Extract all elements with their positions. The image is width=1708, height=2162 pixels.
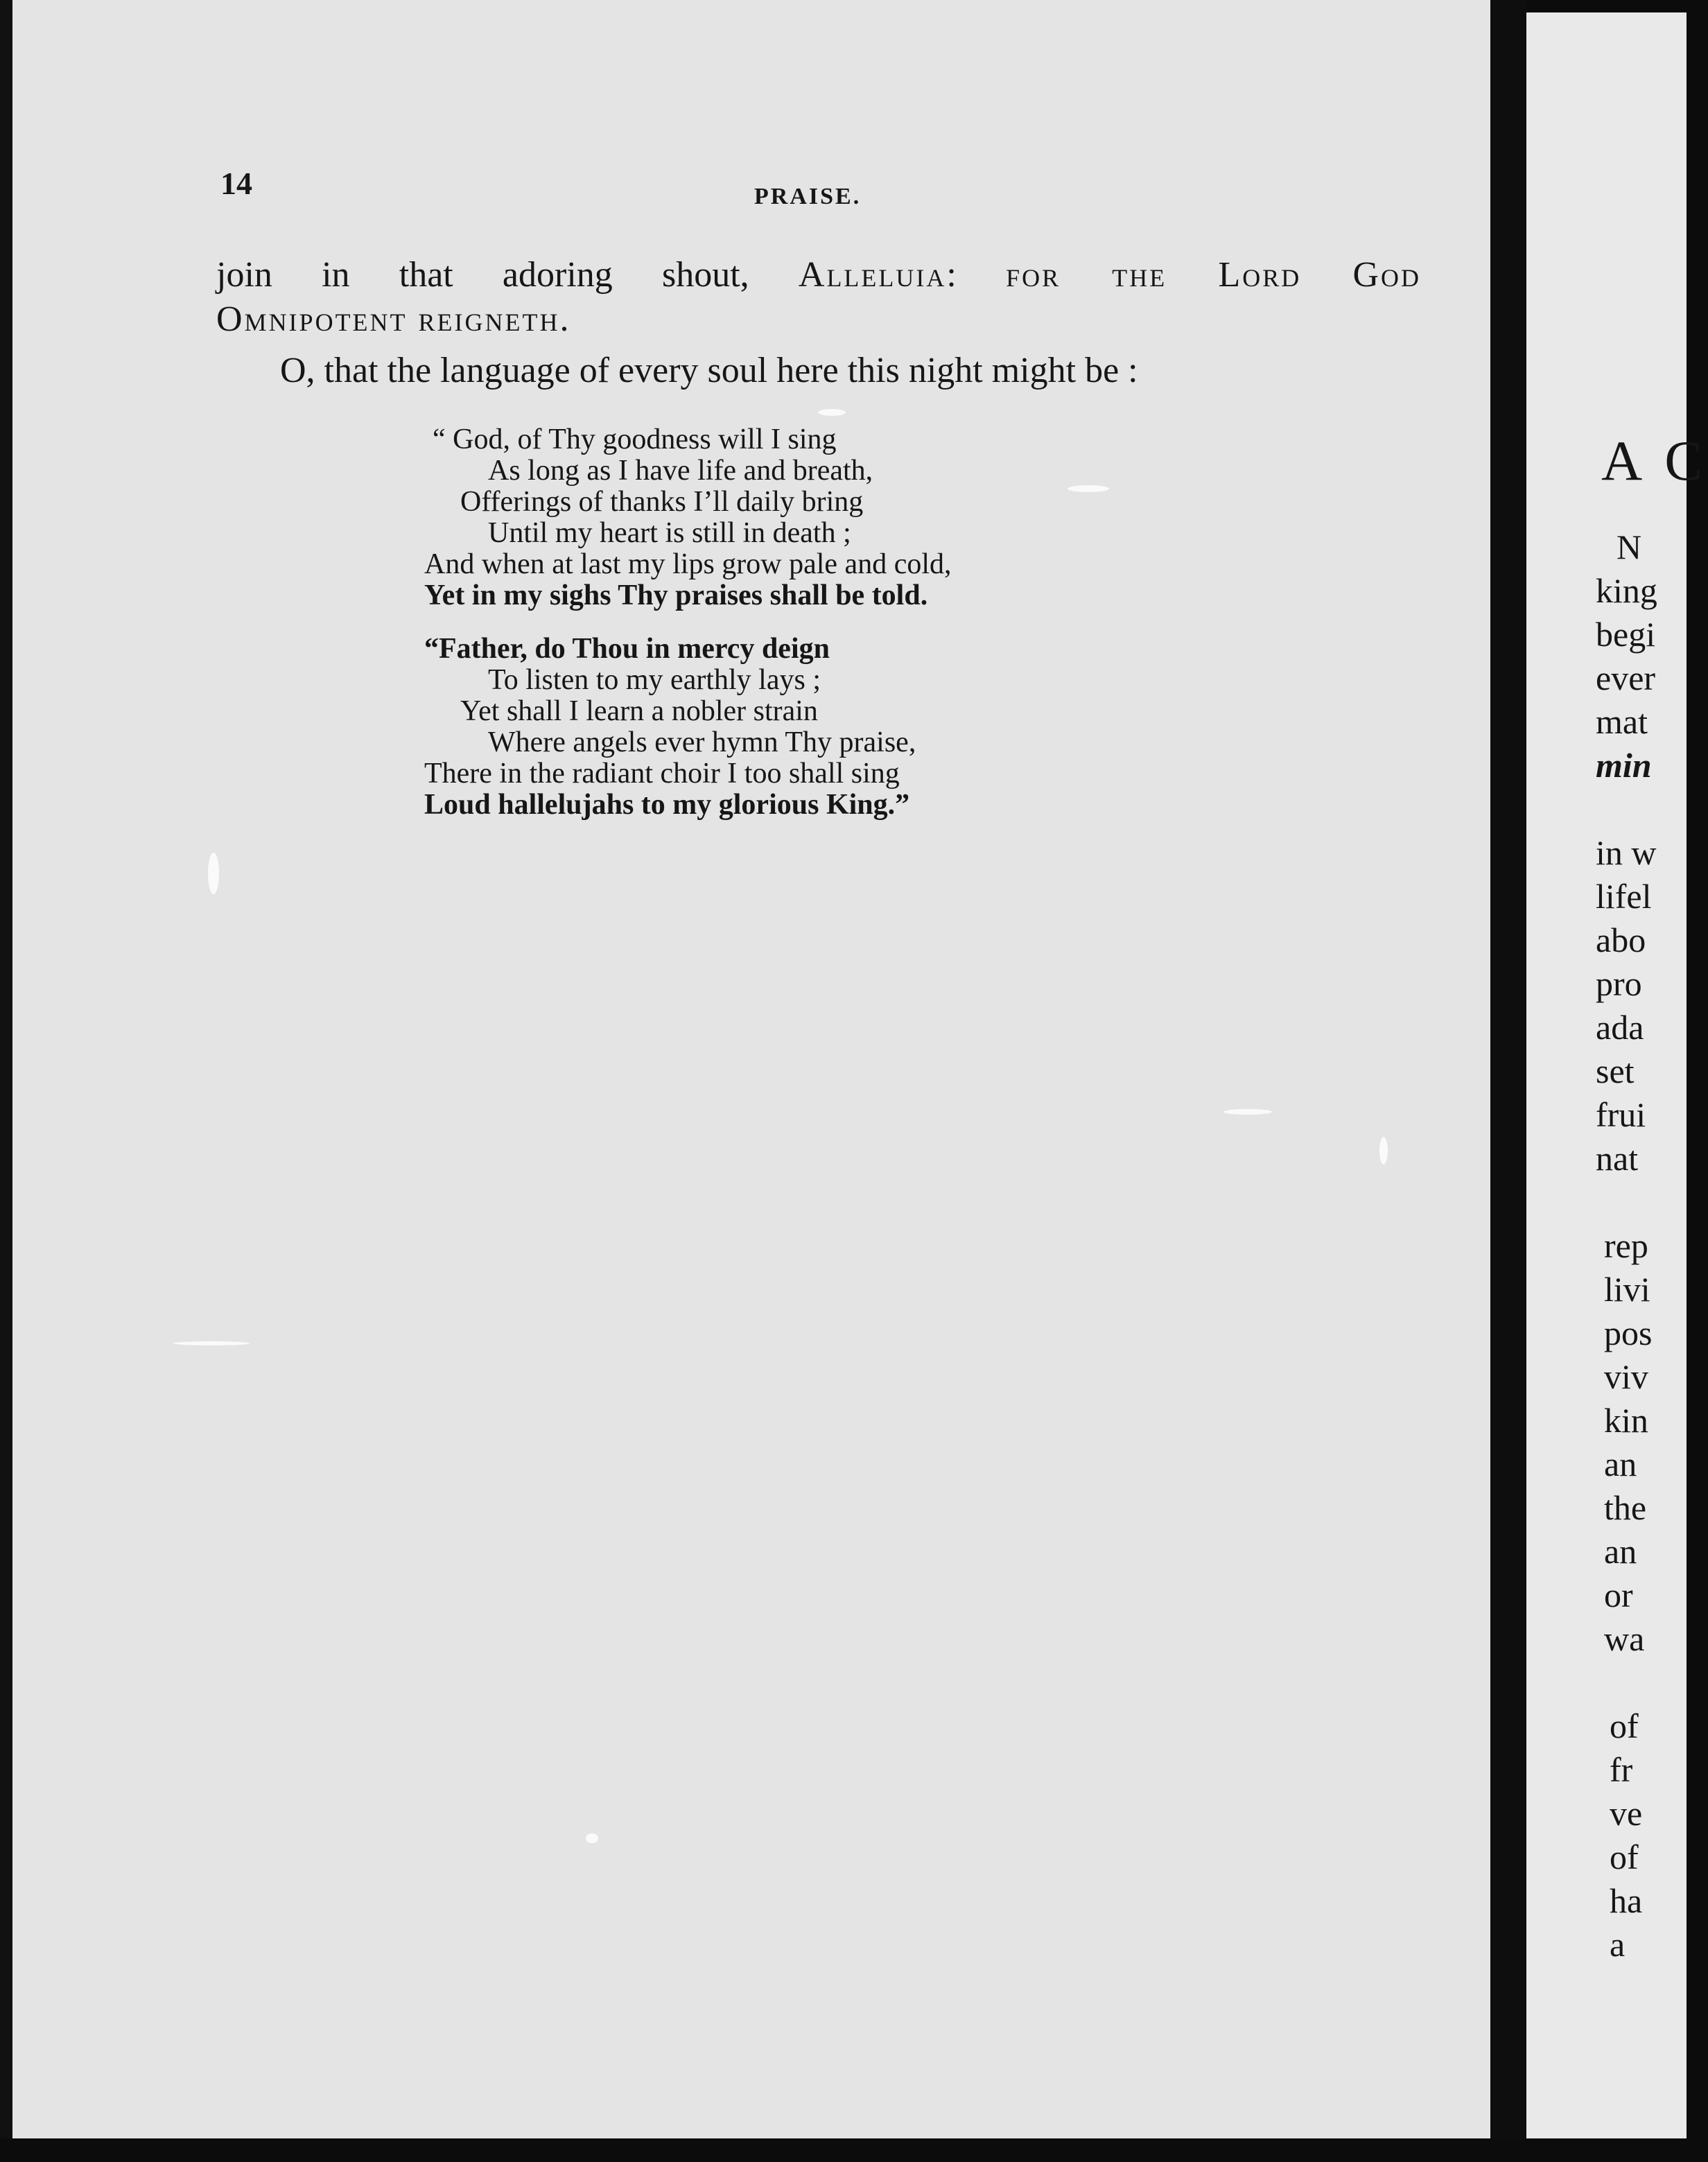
right-page-line: fr: [1610, 1750, 1633, 1789]
verse-line: Until my heart is still in death ;: [488, 517, 851, 549]
right-page-line: ha: [1610, 1881, 1643, 1920]
right-page-line: begi: [1596, 615, 1656, 654]
right-page-line: min: [1596, 746, 1652, 785]
right-page-line: pro: [1596, 964, 1642, 1003]
verse-line: “Father, do Thou in mercy deign: [424, 633, 830, 665]
right-page-line: the: [1604, 1488, 1647, 1527]
right-page-line: a: [1610, 1925, 1626, 1964]
lord-god-smallcaps: for the Lord God: [1006, 255, 1422, 295]
right-page-line: an: [1604, 1445, 1637, 1483]
scan-speck: [208, 853, 219, 894]
right-page-line: [1596, 787, 1657, 831]
verse-line: “ God, of Thy goodness will I sing: [433, 424, 837, 455]
page-number: 14: [220, 166, 252, 201]
verse-line: Where angels ever hymn Thy praise,: [488, 726, 916, 758]
right-page-line: rep: [1604, 1226, 1648, 1265]
right-page-line: of: [1610, 1838, 1639, 1876]
scan-speck: [586, 1833, 598, 1843]
right-page-line: [1596, 1661, 1657, 1705]
hymn-verse: [424, 424, 952, 843]
right-page-line: pos: [1604, 1314, 1653, 1352]
right-page-line: of: [1610, 1707, 1639, 1745]
scan-speck: [1068, 485, 1109, 492]
omnipotent-smallcaps: Omnipotent reigneth.: [216, 299, 571, 339]
right-page-line: kin: [1604, 1401, 1648, 1440]
colon: :: [946, 255, 957, 295]
right-page-text-fragments: [1596, 525, 1657, 1967]
right-page-line: ever: [1596, 659, 1656, 697]
prose-text: join in that adoring shout,: [216, 255, 749, 295]
verse-line: Loud hallelujahs to my glorious King.”: [424, 789, 910, 821]
right-page-line: mat: [1596, 702, 1648, 741]
scan-left-edge: [0, 0, 12, 2162]
scan-speck: [1223, 1109, 1272, 1115]
verse-line: There in the radiant choir I too shall sing: [424, 758, 900, 790]
right-page-line: ve: [1610, 1794, 1643, 1833]
right-page-line: [1596, 1180, 1657, 1224]
right-page-line: set: [1596, 1052, 1635, 1090]
right-page-line: lifel: [1596, 877, 1652, 916]
scan-speck: [1379, 1137, 1388, 1165]
right-page-line: frui: [1596, 1095, 1646, 1134]
prose-line-2: [216, 297, 1421, 342]
prose-block: [216, 253, 1421, 393]
running-head: PRAISE.: [754, 184, 862, 209]
right-page-line: livi: [1604, 1270, 1650, 1309]
scan-bottom-edge: [0, 2138, 1687, 2162]
verse-line: Yet shall I learn a nobler strain: [460, 695, 818, 727]
scan-speck: [173, 1341, 250, 1345]
verse-line: Offerings of thanks I’ll daily bring: [460, 486, 864, 518]
right-page-line: an: [1604, 1532, 1637, 1571]
right-page-line: viv: [1604, 1357, 1648, 1396]
right-page: [1526, 12, 1708, 2138]
right-page-line: king: [1596, 571, 1657, 610]
verse-line: To listen to my earthly lays ;: [488, 664, 821, 696]
right-page-line: abo: [1596, 921, 1646, 959]
right-page-line: or: [1604, 1576, 1633, 1614]
right-page-line: in w: [1596, 833, 1657, 872]
right-page-line: N: [1617, 528, 1642, 566]
alleluia-smallcaps: Alleluia: [798, 255, 947, 295]
right-page-title-fragment: A C: [1601, 429, 1708, 492]
book-gutter: [1490, 0, 1526, 2162]
scan-speck: [818, 409, 846, 416]
stanza-2: [424, 634, 952, 821]
right-page-line: wa: [1604, 1619, 1645, 1658]
right-page-line: ada: [1596, 1008, 1644, 1047]
verse-line: Yet in my sighs Thy praises shall be told.: [424, 579, 928, 611]
prose-line-3: O, that the language of every soul here this night might be :: [280, 351, 1138, 390]
verse-line: As long as I have life and breath,: [488, 455, 873, 487]
stanza-1: [424, 424, 952, 611]
prose-line-1: [216, 253, 1421, 297]
right-page-line: nat: [1596, 1139, 1639, 1178]
verse-line: And when at last my lips grow pale and cold,: [424, 548, 952, 580]
